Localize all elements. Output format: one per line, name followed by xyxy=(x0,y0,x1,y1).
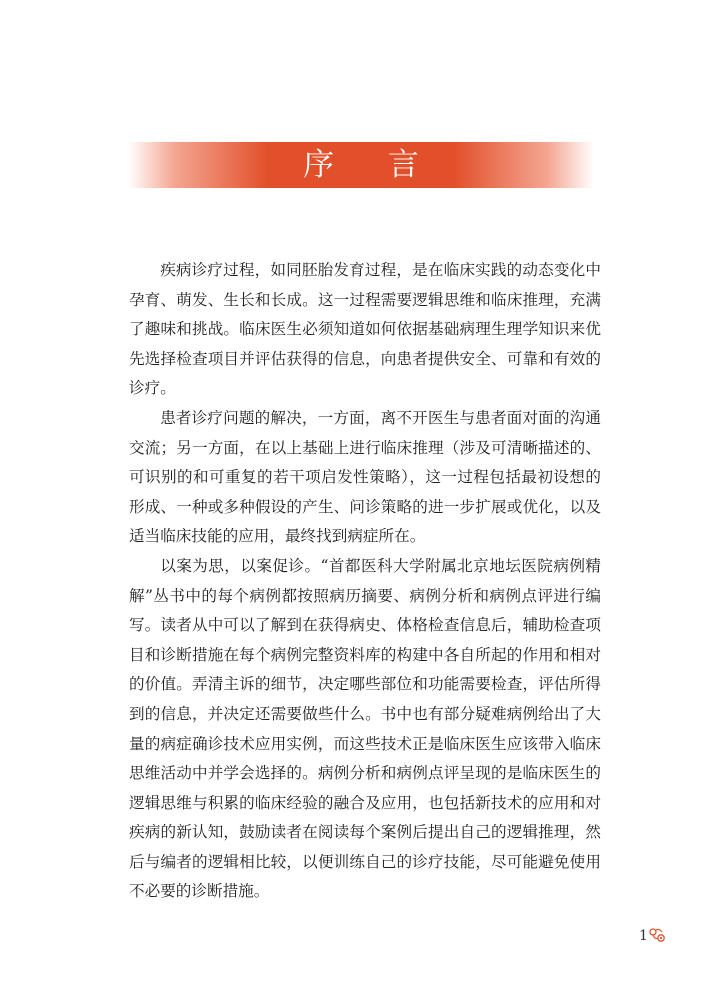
paragraph-2: 患者诊疗问题的解决，一方面，离不开医生与患者面对面的沟通交流；另一方面，在以上基础上进行临床推理（涉及可清晰描述的、可识别的和可重复的若干项启发性策略），这一过程包括最初设想的形成、一种或多种假设的产生、问诊策略的进一步扩展或优化，以及适当临床技能的应用，最终找到病症所在。 xyxy=(129,408,601,546)
title-banner xyxy=(128,142,594,188)
page-number: 1 xyxy=(639,928,648,944)
paragraph-3: 以案为思，以案促诊。“首都医科大学附属北京地坛医院病例精解”丛书中的每个病例都按照病历摘要、病例分析和病例点评进行编写。读者从中可以了解到在获得病史、体格检查信息后，辅助检查项目和诊断措施在每个病例完整资料库的构建中各自所起的作用和相对的价值。弄清主诉的细节，决定哪些部位和功能需要检查，评估所得到的信息，并决定还需要做些什么。书中也有部分疑难病例给出了大量的病症确诊技术应用实例，而这些技术正是临床医生应该带入临床思维活动中并学会选择的。病例分析和病例点评呈现的是临床医生的逻辑思维与积累的临床经验的融合及应用，也包括新技术的应用和对疾病的新认知，鼓励读者在阅读每个案例后提出自己的逻辑推理，然后与编者的逻辑相比较，以便训练自己的诊疗技能，尽可能避免使用不必要的诊断措施。 xyxy=(129,556,601,901)
page-title: 序 言 xyxy=(303,147,441,183)
preface-body xyxy=(129,256,601,907)
floral-swirl-icon xyxy=(648,927,666,943)
paragraph-1: 疾病诊疗过程，如同胚胎发育过程，是在临床实践的动态变化中孕育、萌发、生长和长成。这一过程需要逻辑思维和临床推理，充满了趣味和挑战。临床医生必须知道如何依据基础病理生理学知识来优先选择检查项目并评估获得的信息，向患者提供安全、可靠和有效的诊疗。 xyxy=(129,261,601,398)
